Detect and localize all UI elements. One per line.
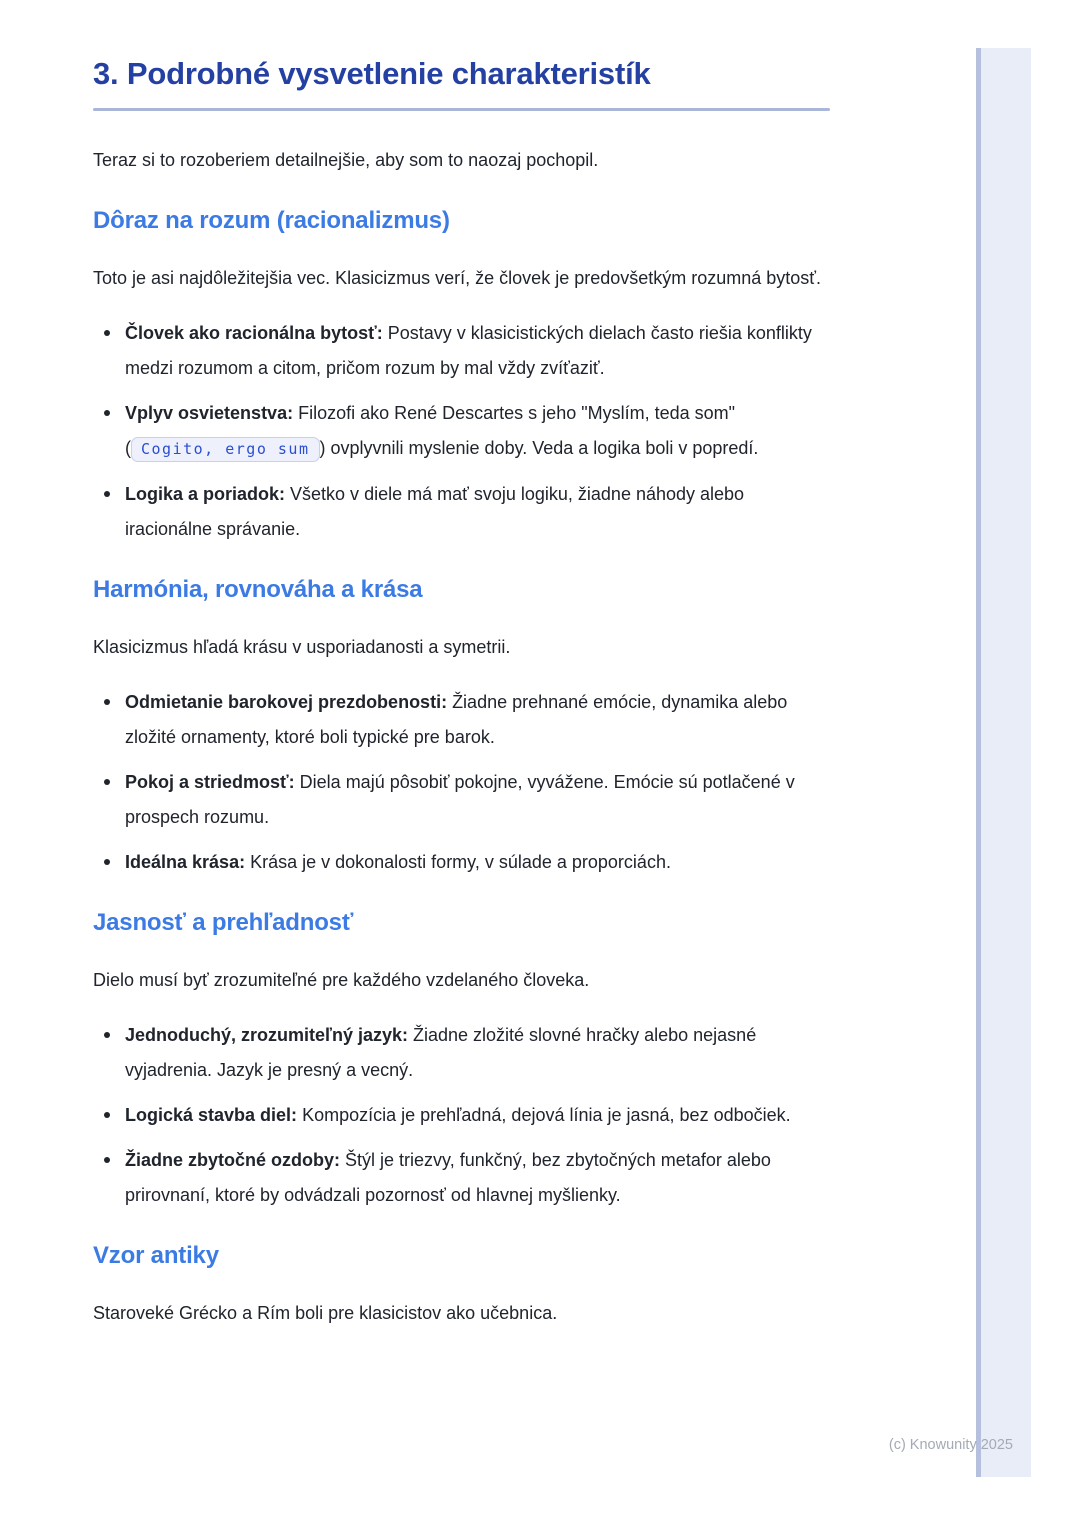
list-item-term: Človek ako racionálna bytosť:: [125, 323, 383, 343]
list-item-term: Žiadne zbytočné ozdoby:: [125, 1150, 341, 1170]
list-item: [125, 845, 830, 880]
section-harmony: [93, 573, 830, 880]
section-heading: Vzor antiky: [93, 1242, 219, 1269]
section-rationalism: [93, 204, 830, 547]
list-item: [125, 685, 830, 755]
list-item: [125, 1143, 830, 1213]
list-item-term: Logika a poriadok:: [125, 484, 286, 504]
bullet-list: [93, 1018, 830, 1213]
list-item-term: Vplyv osvietenstva:: [125, 403, 294, 423]
list-item-term: Jednoduchý, zrozumiteľný jazyk:: [125, 1025, 408, 1045]
list-item: [125, 1018, 830, 1088]
section-paragraph: Staroveké Grécko a Rím boli pre klasicistov ako učebnica.: [93, 1303, 558, 1323]
page-title: 3. Podrobné vysvetlenie charakteristík: [93, 56, 651, 91]
bullet-list: [93, 316, 830, 547]
section-antiquity: [93, 1239, 830, 1331]
list-item-term: Ideálna krása:: [125, 852, 246, 872]
list-item-text: Žiadne zložité slovné hračky alebo nejasné vyjadrenia. Jazyk je presný a vecný.: [125, 1025, 757, 1080]
section-clarity: [93, 906, 830, 1213]
list-item-text: Štýl je triezvy, funkčný, bez zbytočných metafor alebo prirovnaní, ktoré by odvádzali pozornosť od hlavnej myšlienky.: [125, 1150, 771, 1205]
copyright-watermark: (c) Knowunity 2025: [888, 1437, 1013, 1453]
list-item: [125, 1098, 830, 1133]
list-item: [125, 765, 830, 835]
section-paragraph: Klasicizmus hľadá krásu v usporiadanosti a symetrii.: [93, 637, 511, 657]
inline-code-chip: Cogito, ergo sum: [131, 437, 320, 462]
list-item: [125, 396, 830, 467]
section-heading: Jasnosť a prehľadnosť: [93, 909, 354, 936]
bullet-list: [93, 685, 830, 880]
list-item-text: Kompozícia je prehľadná, dejová línia je jasná, bez odbočiek.: [297, 1105, 791, 1125]
section-paragraph: Dielo musí byť zrozumiteľné pre každého vzdelaného človeka.: [93, 970, 590, 990]
list-item: [125, 316, 830, 386]
list-item-text: Diela majú pôsobiť pokojne, vyvážene. Emócie sú potlačené v prospech rozumu.: [125, 772, 795, 827]
list-item: [125, 477, 830, 547]
section-heading: Harmónia, rovnováha a krása: [93, 576, 423, 603]
page-margin-strip: [976, 48, 1031, 1477]
list-item-text: Postavy v klasicistických dielach často riešia konflikty medzi rozumom a citom, pričom rozum by mal vždy zvíťaziť.: [125, 323, 812, 378]
list-item-text: Krása je v dokonalosti formy, v súlade a proporciách.: [245, 852, 671, 872]
section-heading: Dôraz na rozum (racionalizmus): [93, 207, 450, 234]
list-item-text: ) ovplyvnili myslenie doby. Veda a logika boli v popredí.: [319, 438, 759, 458]
list-item-term: Logická stavba diel:: [125, 1105, 298, 1125]
list-item-term: Pokoj a striedmosť:: [125, 772, 295, 792]
intro-paragraph: Teraz si to rozoberiem detailnejšie, aby som to naozaj pochopil.: [93, 150, 599, 170]
section-paragraph: Toto je asi najdôležitejšia vec. Klasicizmus verí, že človek je predovšetkým rozumná bytosť.: [93, 268, 822, 288]
list-item-text: Žiadne prehnané emócie, dynamika alebo zložité ornamenty, ktoré boli typické pre barok.: [125, 692, 788, 747]
title-divider: [93, 108, 830, 111]
list-item-text: Filozofi ako René Descartes s jeho "Myslím, teda som" (: [125, 403, 736, 458]
document-content: [93, 54, 830, 1331]
list-item-term: Odmietanie barokovej prezdobenosti:: [125, 692, 448, 712]
list-item-text: Všetko v diele má mať svoju logiku, žiadne náhody alebo iracionálne správanie.: [125, 484, 745, 539]
